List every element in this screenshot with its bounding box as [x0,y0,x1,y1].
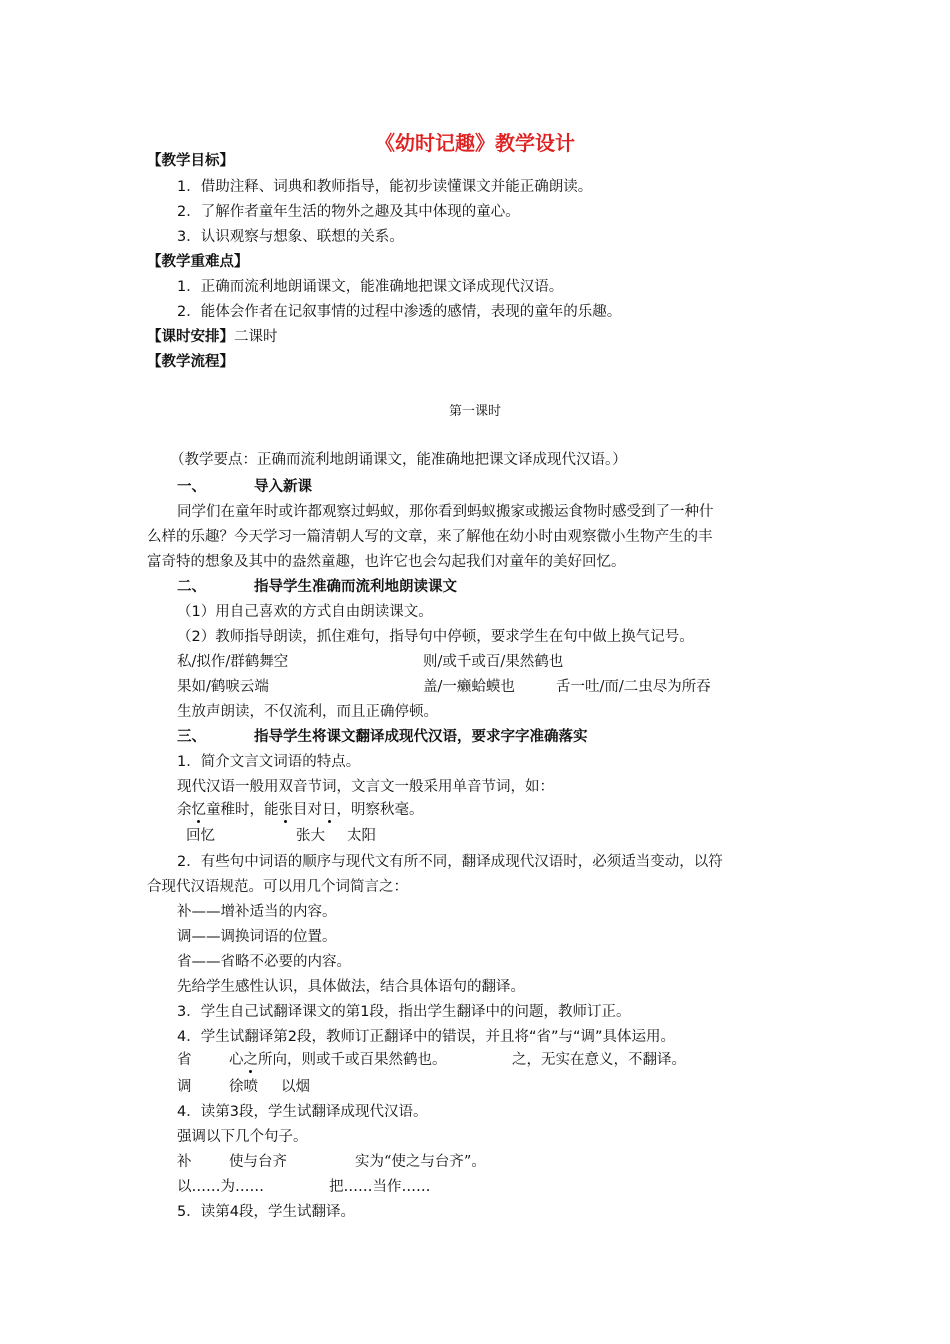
sheng-note: 之，无实在意义，不翻译。 [512,1052,686,1068]
intro-line: 么样的乐趣？今天学习一篇清朝人写的文章，来了解他在幼小时由观察微小生物产生的丰 [147,529,713,545]
key-point-item: 1．正确而流利地朗诵课文，能准确地把课文译成现代汉语。 [177,279,564,295]
lesson-note: （教学要点：正确而流利地朗诵课文，能准确地把课文译成现代汉语。） [170,452,627,468]
sheng-label: 省 [177,1052,192,1068]
point-2: 合现代汉语规范。可以用几个词简言之： [147,879,408,895]
pause-example: 私/拟作/群鹤舞空 [177,654,289,670]
bu-example: 使与台齐 [229,1154,287,1170]
schedule-line [147,327,278,347]
gloss: 回忆 [186,828,215,844]
pause-example: 盖/一癞蛤蟆也 [423,679,515,695]
goal-item: 3．认识观察与想象、联想的关系。 [177,229,404,245]
rule-item: 调——调换词语的位置。 [177,929,337,945]
section-number: 一、 [177,479,206,495]
flow-heading: 【教学流程】 [147,354,234,370]
pause-example: 舌一吐/而/二虫尽为所吞 [556,679,711,695]
example-text: 所向，则或千或百果然鹤也。 [258,1052,447,1068]
dotted-word: 日 [322,802,337,818]
gloss: 张大 [296,828,325,844]
schedule-heading: 【课时安排】 [147,329,234,345]
lesson-heading: 第一课时 [448,404,501,419]
point-6: 5．读第4段，学生试翻译。 [177,1204,355,1220]
classical-example [177,800,424,820]
bu-note: 实为“使之与台齐”。 [355,1154,486,1170]
pause-example: 则/或千或百/果然鹤也 [423,654,564,670]
point-2: 2．有些句中词语的顺序与现代文有所不同，翻译成现代汉语时，必须适当变动，以符 [177,854,723,870]
section-2-heading [177,577,457,597]
section-title: 指导学生准确而流利地朗读课文 [254,579,457,595]
diao-example: 以烟 [281,1079,310,1095]
dotted-word: 之 [243,1052,258,1068]
section-1-heading [177,477,312,497]
intro-line: 富奇特的想象及其中的盎然童趣，也许它也会勾起我们对童年的美好回忆。 [147,554,626,570]
section-number: 二、 [177,579,206,595]
pause-example: 果如/鹤唳云端 [177,679,269,695]
schedule-value: 二课时 [234,329,278,345]
intro-line: 同学们在童年时或许都观察过蚂蚁，那你看到蚂蚁搬家或搬运食物时感受到了一种什 [177,504,714,520]
pause-summary: 生放声朗读，不仅流利，而且正确停顿。 [177,704,438,720]
key-points-heading: 【教学重难点】 [147,254,249,270]
section-title: 导入新课 [254,479,312,495]
example-text: 余 [177,802,192,818]
reading-item: （2）教师指导朗读，抓住难句，指导句中停顿，要求学生在句中做上换气记号。 [177,629,694,645]
rule-item: 补——增补适当的内容。 [177,904,337,920]
example-text: 目对 [293,802,322,818]
goals-heading: 【教学目标】 [147,153,234,169]
goal-item: 1．借助注释、词典和教师指导，能初步读懂课文并能正确朗读。 [177,179,593,195]
document-title: 《幼时记趣》教学设计 [375,131,575,155]
example-text: ，明察秋毫。 [336,802,424,818]
rule-item: 省——省略不必要的内容。 [177,954,351,970]
section-3-heading [177,727,588,747]
rules-summary: 先给学生感性认识，具体做法，结合具体语句的翻译。 [177,979,525,995]
gloss: 太阳 [347,828,376,844]
point-1-desc: 现代汉语一般用双音节词，文言文一般采用单音节词，如： [177,779,554,795]
section-title: 指导学生将课文翻译成现代汉语，要求字字准确落实 [254,729,588,745]
point-3: 3．学生自己试翻译课文的第1段，指出学生翻译中的问题，教师订正。 [177,1004,631,1020]
sheng-example [229,1050,447,1070]
reading-item: （1）用自己喜欢的方式自由朗读课文。 [177,604,433,620]
diao-example: 徐喷 [229,1079,258,1095]
goal-item: 2．了解作者童年生活的物外之趣及其中体现的童心。 [177,204,520,220]
point-5-desc: 强调以下几个句子。 [177,1129,308,1145]
diao-label: 调 [177,1079,192,1095]
example-text: 心 [229,1052,244,1068]
point-4: 4．学生试翻译第2段，教师订正翻译中的错误，并且将“省”与“调”具体运用。 [177,1029,675,1045]
example-text: 童稚时，能 [206,802,279,818]
yi-example: 以……为…… [177,1179,264,1195]
point-5: 4．读第3段，学生试翻译成现代汉语。 [177,1104,428,1120]
bu-label: 补 [177,1154,192,1170]
section-number: 三、 [177,729,206,745]
key-point-item: 2．能体会作者在记叙事情的过程中渗透的感情，表现的童年的乐趣。 [177,304,622,320]
dotted-word: 忆 [191,802,206,818]
yi-example: 把……当作…… [329,1179,431,1195]
point-1: 1．简介文言文词语的特点。 [177,754,361,770]
dotted-word: 张 [278,802,293,818]
